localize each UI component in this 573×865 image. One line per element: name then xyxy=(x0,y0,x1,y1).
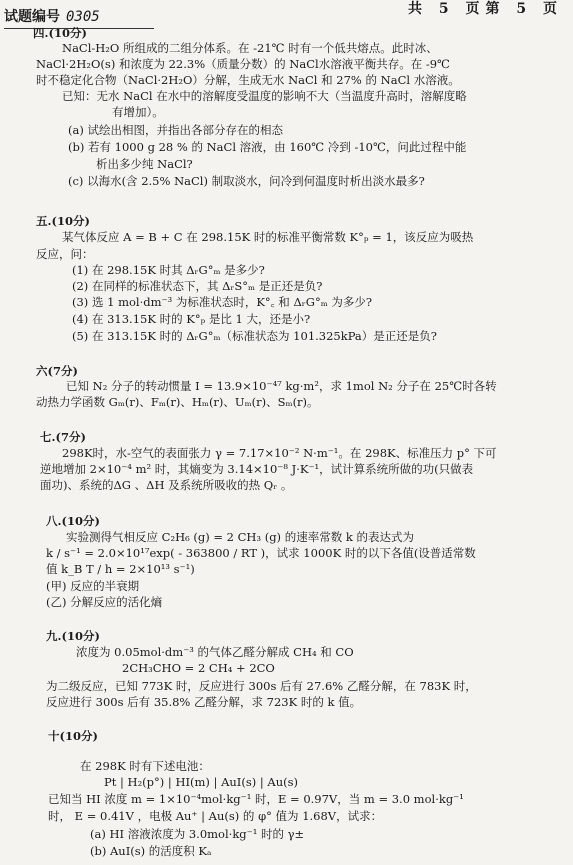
question-4-line: NaCl-H₂O 所组成的二组分体系。在 -21℃ 时有一个低共熔点。此时冰、 xyxy=(62,41,438,55)
question-5-item-2: (2) 在同样的标准状态下，其 ΔᵣS°ₘ 是正还是负? xyxy=(72,279,323,293)
question-5-item-5: (5) 在 313.15K 时的 ΔᵣG°ₘ（标准状态为 101.325kPa）是正还是负? xyxy=(72,329,437,343)
question-4-part-b: (b) 若有 1000 g 28 % 的 NaCl 溶液，由 160℃ 冷到 -10℃，问此过程中能 xyxy=(68,140,467,154)
question-8-part-jia: (甲) 反应的半衰期 xyxy=(46,579,140,593)
question-8-title: 八.(10分) xyxy=(46,514,100,528)
question-5-item-4: (4) 在 313.15K 时的 K°ₚ 是比 1 大，还是小? xyxy=(72,312,311,326)
question-7-line: 面功)、系统的ΔG 、ΔH 及系统所吸收的热 Qᵣ 。 xyxy=(40,478,293,492)
question-10-part-a: (a) HI 溶液浓度为 3.0mol·kg⁻¹ 时的 γ± xyxy=(90,827,305,841)
question-10-part-b: (b) AuI(s) 的活度积 Kₐ xyxy=(90,844,212,858)
question-5-line: 某气体反应 A = B + C 在 298.15K 时的标准平衡常数 K°ₚ = 1，该反应为吸热 xyxy=(62,230,474,244)
question-9-line: 反应进行 300s 后有 35.8% 乙醛分解，求 723K 时的 k 值。 xyxy=(46,695,362,709)
question-4-part-a: (a) 试绘出相图，并指出各部分存在的相态 xyxy=(68,123,283,137)
exam-number-label xyxy=(4,6,100,26)
question-4-part-b-cont: 析出多少纯 NaCl? xyxy=(96,157,193,171)
question-4-line: NaCl·2H₂O(s) 和浓度为 22.3%（质量分数）的 NaCl水溶液平衡共存。在 -9℃ xyxy=(36,57,450,71)
question-9-equation: 2CH₃CHO = 2 CH₄ + 2CO xyxy=(122,661,275,675)
question-8-line: k / s⁻¹ = 2.0×10¹⁷exp( - 363800 / RT )，试求 1000K 时的以下各值(设普适常数 xyxy=(46,546,476,560)
question-10-line: 在 298K 时有下述电池： xyxy=(80,759,210,773)
question-4-part-c: (c) 以海水(含 2.5% NaCl) 制取淡水，问冷到何温度时析出淡水最多? xyxy=(68,174,425,188)
question-4-title: 四.(10分) xyxy=(33,26,87,40)
question-10-line: 已知当 HI 浓度 m = 1×10⁻⁴mol·kg⁻¹ 时，E = 0.97V，当 m = 3.0 mol·kg⁻¹ xyxy=(48,792,464,806)
question-8-part-yi: (乙) 分解反应的活化熵 xyxy=(46,595,163,609)
question-7-title: 七.(7分) xyxy=(40,430,86,444)
question-8-line: 值 k_B T / h = 2×10¹³ s⁻¹) xyxy=(46,562,195,576)
exam-number-value: 0305 xyxy=(66,9,100,25)
question-4-line: 时不稳定化合物（NaCl·2H₂O）分解，生成无水 NaCl 和 27% 的 NaCl 水溶液。 xyxy=(36,73,460,87)
question-10-title: 十(10分) xyxy=(48,729,98,743)
question-5-item-1: (1) 在 298.15K 时其 ΔᵣG°ₘ 是多少? xyxy=(72,263,265,277)
question-4-line: 有增加）。 xyxy=(112,105,164,119)
question-5-title: 五.(10分) xyxy=(36,214,90,228)
question-6-line: 动热力学函数 Gₘ(r)、Fₘ(r)、Hₘ(r)、Uₘ(r)、Sₘ(r)。 xyxy=(36,395,319,409)
page-indicator: 共 5 页第 5 页 xyxy=(408,1,563,17)
question-9-line: 为二级反应，已知 773K 时，反应进行 300s 后有 27.6% 乙醛分解，在 783K 时， xyxy=(46,679,477,693)
question-9-line: 浓度为 0.05mol·dm⁻³ 的气体乙醛分解成 CH₄ 和 CO xyxy=(76,645,354,659)
question-7-line: 298K时，水-空气的表面张力 γ = 7.17×10⁻² N·m⁻¹。在 298K、标准压力 p° 下可 xyxy=(62,446,497,460)
question-5-item-3: (3) 选 1 mol·dm⁻³ 为标准状态时，K°꜀ 和 ΔᵣG°ₘ 为多少? xyxy=(72,295,373,309)
question-7-line: 逆地增加 2×10⁻⁴ m² 时，其熵变为 3.14×10⁻⁸ J·K⁻¹，试计算系统所做的功(只做表 xyxy=(40,462,474,476)
question-10-cell: Pt | H₂(p°) | HI(m) | AuI(s) | Au(s) xyxy=(104,775,298,789)
question-6-line: 已知 N₂ 分子的转动惯量 I = 13.9×10⁻⁴⁷ kg·m²，求 1mol N₂ 分子在 25℃时各转 xyxy=(66,379,497,393)
exam-number-caption: 试题编号 xyxy=(4,9,60,25)
question-8-line: 实验测得气相反应 C₂H₆ (g) = 2 CH₃ (g) 的速率常数 k 的表达式为 xyxy=(66,530,414,544)
question-6-title: 六(7分) xyxy=(36,364,78,378)
question-10-line: 时， E = 0.41V ，电极 Au⁺ | Au(s) 的 φ° 值为 1.68V，试求： xyxy=(48,809,383,823)
question-4-line: 已知：无水 NaCl 在水中的溶解度受温度的影响不大（当温度升高时，溶解度略 xyxy=(62,89,467,103)
question-5-line: 反应，问： xyxy=(36,247,94,261)
question-9-title: 九.(10分) xyxy=(46,629,100,643)
